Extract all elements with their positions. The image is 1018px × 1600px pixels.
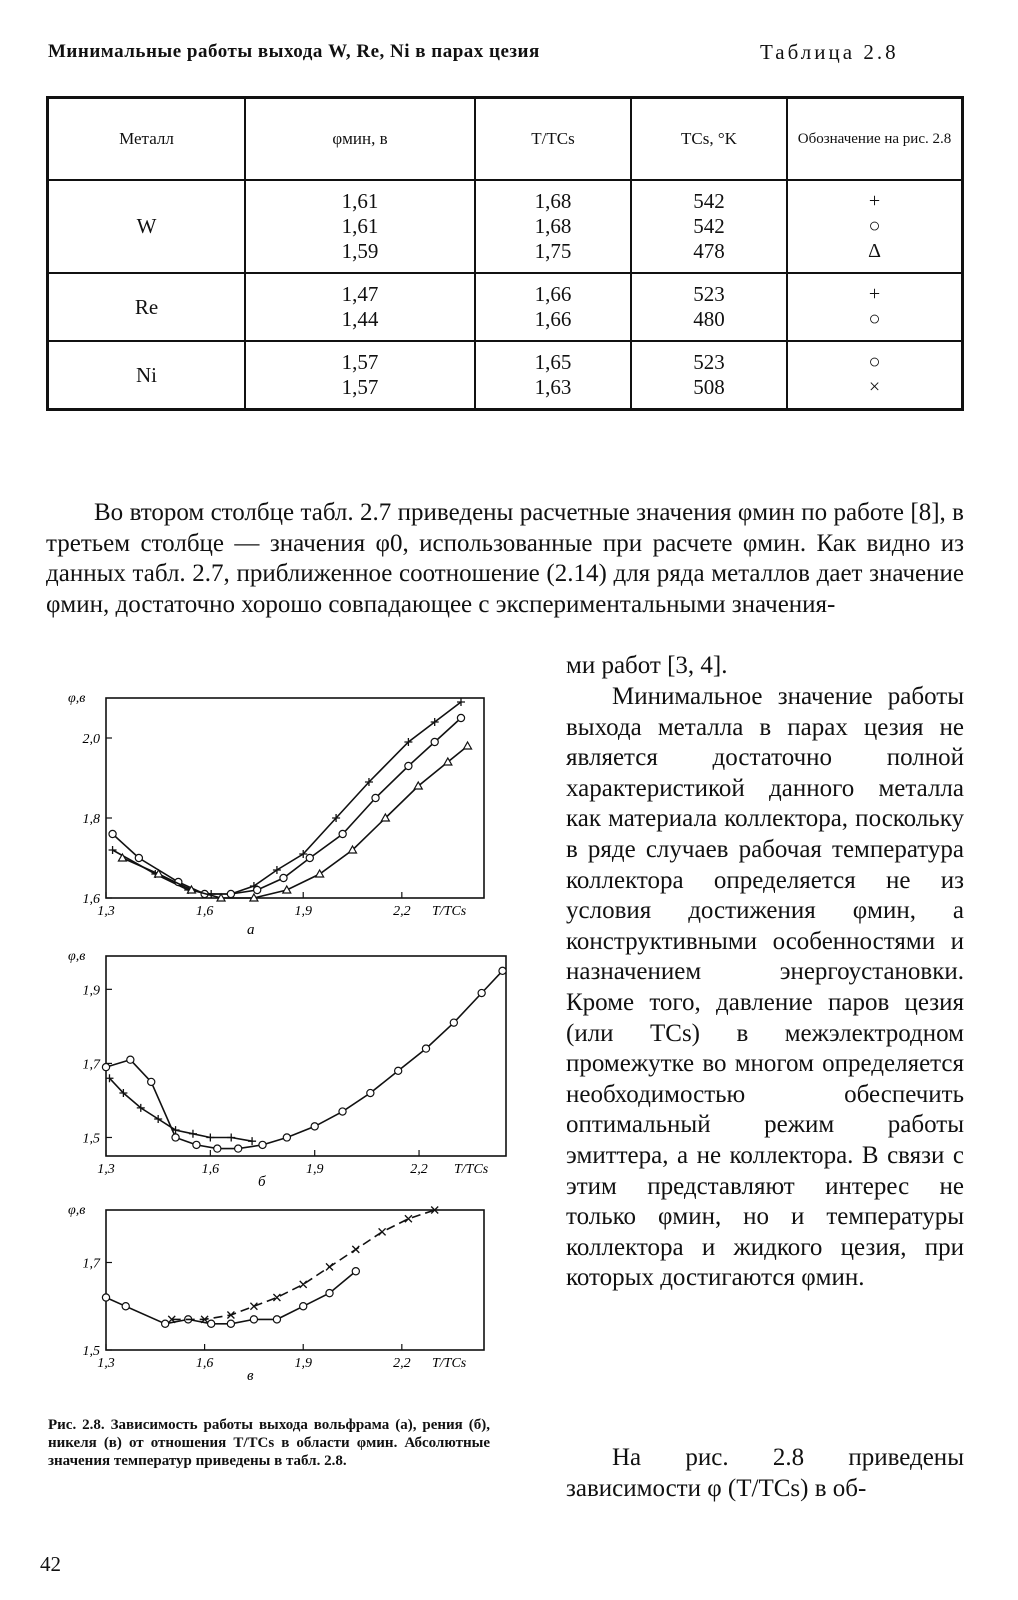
series-line — [122, 746, 467, 898]
paragraph-1-end: ми работ [3, 4]. — [566, 652, 728, 679]
cell-metal: Ni — [48, 341, 246, 410]
x-tick-label: 1,3 — [97, 1356, 115, 1371]
data-point-circle — [193, 1141, 200, 1148]
cell-ratio-value: 1,65 — [534, 350, 572, 374]
x-tick-label: 1,6 — [201, 1162, 220, 1177]
col-header-phi: φмин, в — [245, 98, 475, 181]
data-table — [46, 96, 964, 411]
data-point-circle — [395, 1067, 402, 1074]
paragraph-2: Минимальное значение работы выхода металла в парах цезия не является достаточно полной характеристикой данного металла как материала коллектора, поскольку в ряде случаев рабочая температура коллектора определяется не из условия достижения φмин, а конструктивными особенностями и назначением энергоустановки. Кроме того, давление паров цезия (или TCs) в межэлектродном промежутке во многом определяется необходимостью обеспечить оптимальный режим работы эмиттера, а не коллектора. В связи с этим представляют интерес не только φмин, но и температуры коллектора и жидкого цезия, при которых достигаются φмин. — [566, 683, 964, 1292]
series-line — [113, 702, 461, 894]
cell-tcs-value: 480 — [693, 307, 725, 331]
x-tick-label: 2,2 — [410, 1162, 428, 1177]
cell-marks-value: ○ — [868, 215, 881, 237]
cell-tcs-value: 523 — [693, 350, 725, 374]
data-point-plus — [248, 1137, 256, 1145]
series-line — [110, 1078, 253, 1141]
data-point-circle — [280, 874, 287, 881]
cell-marks-value: ○ — [868, 308, 881, 330]
y-tick-label: 1,9 — [82, 983, 100, 999]
data-point-circle — [235, 1145, 242, 1152]
cell-tcs — [631, 273, 787, 341]
cell-tcs-value: 542 — [693, 189, 725, 213]
plot-frame — [106, 956, 506, 1156]
cell-marks-value: Δ — [868, 240, 881, 262]
data-point-cross — [326, 1263, 333, 1270]
cell-phi — [245, 180, 475, 273]
x-tick-label: 1,9 — [294, 1356, 312, 1371]
series — [102, 1268, 359, 1328]
x-tick-label: 1,3 — [97, 1162, 115, 1177]
cell-metal: W — [48, 180, 246, 273]
data-point-circle — [135, 854, 142, 861]
col-header-ratio: T/TCs — [475, 98, 631, 181]
data-point-circle — [127, 1056, 134, 1063]
data-point-circle — [478, 989, 485, 996]
cell-ratio-value: 1,66 — [534, 282, 572, 306]
data-point-circle — [450, 1019, 457, 1026]
data-point-circle — [367, 1089, 374, 1096]
cell-phi-value: 1,57 — [341, 375, 379, 399]
data-point-circle — [283, 1134, 290, 1141]
data-point-circle — [227, 890, 234, 897]
data-point-circle — [102, 1064, 109, 1071]
cell-phi — [245, 273, 475, 341]
table-caption: Минимальные работы выхода W, Re, Ni в парах цезия — [48, 41, 540, 62]
table-number: Таблица 2.8 — [760, 40, 899, 64]
cell-tcs — [631, 180, 787, 273]
figure-2-8 — [40, 690, 520, 1410]
cell-tcs — [631, 341, 787, 410]
cell-tcs-value: 542 — [693, 214, 725, 238]
data-point-circle — [122, 1303, 129, 1310]
cell-marks-value: + — [868, 190, 881, 212]
data-point-plus — [189, 1130, 197, 1138]
data-point-circle — [326, 1290, 333, 1297]
y-axis-label: φ,в — [68, 691, 86, 706]
cell-marks — [787, 341, 963, 410]
data-point-circle — [208, 1320, 215, 1327]
y-tick-label: 1,7 — [82, 1057, 100, 1073]
data-point-circle — [339, 1108, 346, 1115]
data-point-circle — [162, 1320, 169, 1327]
x-axis-label: T/TCs — [454, 1162, 489, 1177]
data-point-plus — [206, 1133, 214, 1141]
chart-panel-в — [68, 1203, 484, 1384]
x-tick-label: 1,3 — [97, 904, 115, 919]
col-header-marks: Обозначение на рис. 2.8 — [787, 98, 963, 181]
data-point-circle — [405, 762, 412, 769]
data-point-circle — [172, 1134, 179, 1141]
cell-ratio — [475, 180, 631, 273]
x-tick-label: 1,9 — [294, 904, 312, 919]
panel-label: в — [247, 1368, 254, 1384]
cell-phi — [245, 341, 475, 410]
x-tick-label: 1,6 — [195, 904, 214, 919]
data-point-circle — [499, 967, 506, 974]
panel-label: б — [258, 1174, 266, 1190]
cell-ratio-value: 1,68 — [534, 214, 572, 238]
data-point-plus — [109, 846, 117, 854]
cell-tcs-value: 478 — [693, 239, 725, 263]
data-point-circle — [300, 1303, 307, 1310]
cell-ratio-value: 1,68 — [534, 189, 572, 213]
cell-tcs-value: 523 — [693, 282, 725, 306]
data-point-circle — [109, 830, 116, 837]
data-point-circle — [227, 1320, 234, 1327]
data-point-circle — [339, 830, 346, 837]
x-axis-label: T/TCs — [432, 1356, 467, 1371]
data-point-circle — [352, 1268, 359, 1275]
data-point-circle — [254, 886, 261, 893]
data-point-cross — [405, 1215, 412, 1222]
data-point-circle — [148, 1078, 155, 1085]
cell-phi-value: 1,47 — [341, 282, 379, 306]
cell-phi-value: 1,61 — [341, 189, 379, 213]
y-tick-label: 1,8 — [82, 812, 100, 827]
data-point-cross — [352, 1246, 359, 1253]
data-point-circle — [306, 854, 313, 861]
data-point-circle — [311, 1123, 318, 1130]
plot-frame — [106, 1210, 484, 1350]
cell-ratio — [475, 273, 631, 341]
data-point-cross — [250, 1303, 257, 1310]
chart-panel-б — [68, 949, 506, 1190]
cell-tcs-value: 508 — [693, 375, 725, 399]
figure-caption: Рис. 2.8. Зависимость работы выхода вольфрама (а), рения (б), никеля (в) от отношения T/TCs в области φмин. Абсолютные значения температур приведены в табл. 2.8. — [48, 1417, 490, 1469]
series — [102, 967, 506, 1152]
y-tick-label: 1,5 — [82, 1344, 100, 1359]
cell-marks-value: + — [868, 283, 881, 305]
y-tick-label: 1,7 — [82, 1256, 100, 1272]
paragraph-1: Во втором столбце табл. 2.7 приведены расчетные значения φмин по работе [8], в третьем столбце — значения φ0, использованные при расчете φмин. Как видно из данных табл. 2.7, приближенное соотношение (2.14) для ряда металлов дает значение φмин, достаточно хорошо совпадающее с экспериментальными значения- — [46, 499, 964, 618]
cell-phi-value: 1,44 — [341, 307, 379, 331]
page-number: 42 — [40, 1552, 61, 1576]
x-tick-label: 2,2 — [393, 1356, 411, 1371]
y-axis-label: φ,в — [68, 949, 86, 964]
x-tick-label: 1,6 — [195, 1356, 214, 1371]
x-tick-label: 2,2 — [393, 904, 411, 919]
cell-metal: Re — [48, 273, 246, 341]
cell-ratio-value: 1,63 — [534, 375, 572, 399]
cell-ratio — [475, 341, 631, 410]
data-point-plus — [227, 1133, 235, 1141]
table-row — [48, 273, 963, 341]
x-tick-label: 1,9 — [305, 1162, 324, 1177]
cell-marks-value: × — [868, 376, 881, 398]
y-tick-label: 1,6 — [82, 892, 100, 907]
cell-marks — [787, 273, 963, 341]
paragraph-3: На рис. 2.8 приведены зависимости φ (T/TCs) в об- — [566, 1444, 964, 1502]
cell-ratio-value: 1,66 — [534, 307, 572, 331]
data-point-circle — [422, 1045, 429, 1052]
y-axis-label: φ,в — [68, 1203, 86, 1218]
data-point-circle — [102, 1294, 109, 1301]
data-point-circle — [250, 1316, 257, 1323]
data-point-plus — [154, 1115, 162, 1123]
data-point-circle — [273, 1316, 280, 1323]
series — [105, 1074, 256, 1145]
series-line — [106, 971, 503, 1149]
cell-phi-value: 1,59 — [341, 239, 379, 263]
cell-marks — [787, 180, 963, 273]
data-point-cross — [379, 1228, 386, 1235]
col-header-tcs: TCs, °K — [631, 98, 787, 181]
data-point-cross — [300, 1281, 307, 1288]
data-point-cross — [273, 1294, 280, 1301]
cell-marks-value: ○ — [868, 351, 881, 373]
col-header-metal: Металл — [48, 98, 246, 181]
chart-panel-а — [68, 691, 484, 938]
data-point-circle — [372, 794, 379, 801]
data-point-circle — [431, 738, 438, 745]
data-point-circle — [214, 1145, 221, 1152]
panel-label: а — [247, 922, 255, 938]
data-point-triangle — [464, 742, 472, 749]
y-tick-label: 2,0 — [82, 732, 100, 747]
data-point-circle — [259, 1141, 266, 1148]
table-row — [48, 180, 963, 273]
series-line — [106, 1271, 356, 1324]
table-row — [48, 341, 963, 410]
cell-ratio-value: 1,75 — [534, 239, 572, 263]
x-axis-label: T/TCs — [432, 904, 467, 919]
series — [109, 698, 465, 898]
y-tick-label: 1,5 — [82, 1131, 100, 1147]
cell-phi-value: 1,61 — [341, 214, 379, 238]
data-point-circle — [457, 714, 464, 721]
cell-phi-value: 1,57 — [341, 350, 379, 374]
